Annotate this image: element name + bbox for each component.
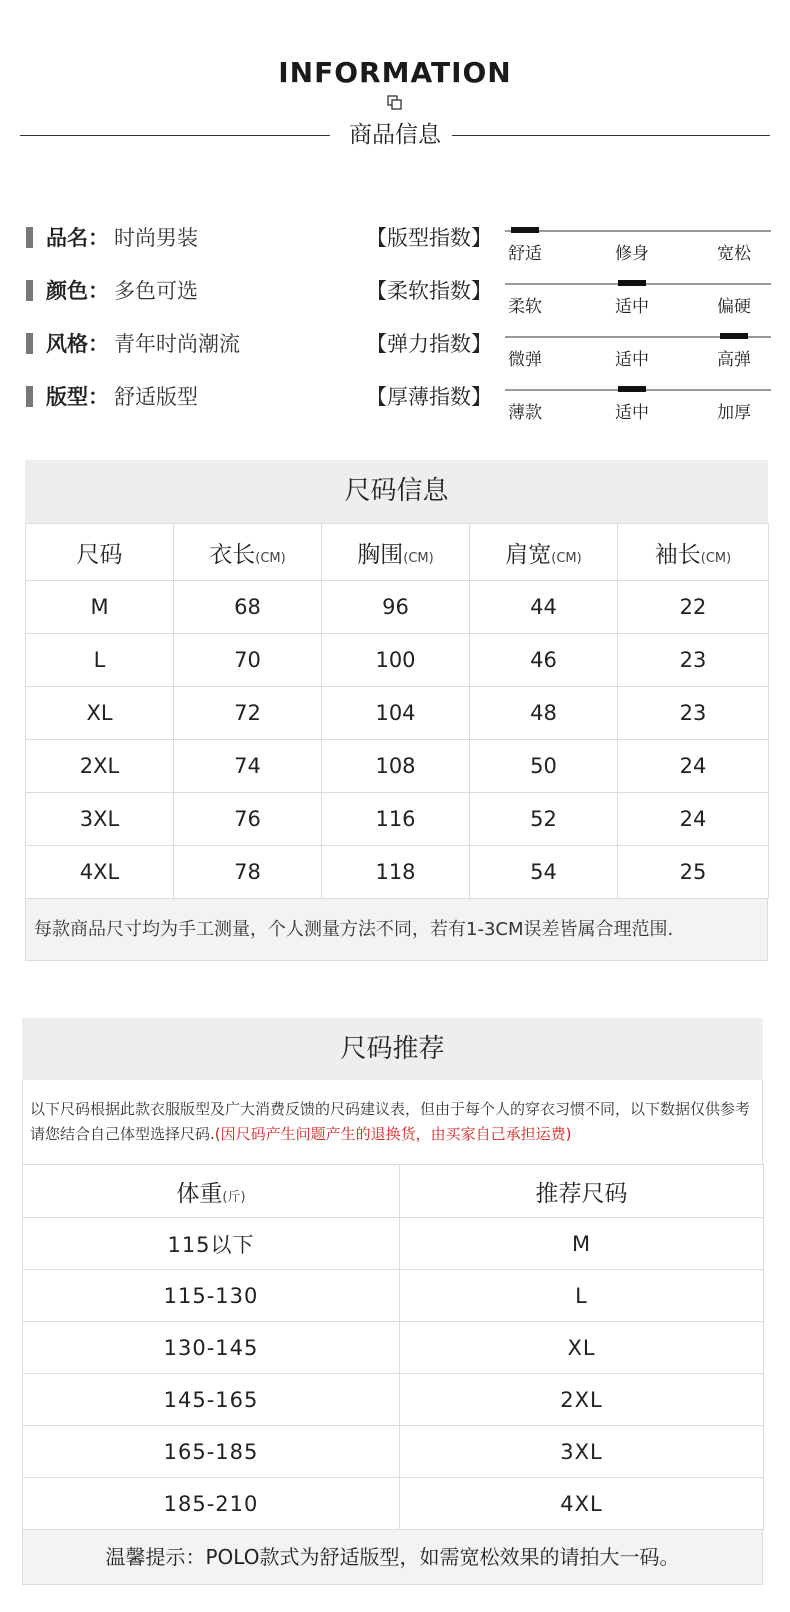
- table-row: [23, 1270, 764, 1322]
- info-bullet: [26, 333, 33, 354]
- recommend-desc-warning: (因尺码产生问题产生的退换货，由买家自己承担运费): [214, 1125, 572, 1143]
- scale-label-high: 加厚: [717, 403, 751, 423]
- col-header-weight: 体重(斤): [23, 1165, 400, 1218]
- info-bullet: [26, 386, 33, 407]
- size-recommend-title: 尺码推荐: [22, 1018, 763, 1080]
- cell-shoulder: 54: [470, 846, 618, 899]
- recommend-desc-text: 以下尺码根据此款衣服版型及广大消费反馈的尺码建议表，但由于每个人的穿衣习惯不同，以下数据仅供参考请您结合自己体型选择尺码.: [30, 1100, 751, 1143]
- cell-chest: 100: [322, 634, 470, 687]
- cell-length: 76: [174, 793, 322, 846]
- cell-size: XL: [26, 687, 174, 740]
- scale-label-high: 宽松: [717, 244, 751, 264]
- scale-label-mid: 适中: [615, 297, 649, 317]
- table-row: [23, 1374, 764, 1426]
- cell-length: 78: [174, 846, 322, 899]
- table-row: [23, 1478, 764, 1530]
- header-divider-right: [452, 135, 770, 136]
- recommend-table-header: [23, 1165, 764, 1218]
- scale-label-low: 舒适: [508, 244, 542, 264]
- recommend-description: [22, 1080, 763, 1164]
- col-header-shoulder: 肩宽(CM): [470, 524, 618, 581]
- info-label: 颜色：: [46, 279, 109, 303]
- cell-chest: 96: [322, 581, 470, 634]
- cell-sleeve: 22: [618, 581, 769, 634]
- scale-label-high: 偏硬: [717, 297, 751, 317]
- scale-label-mid: 修身: [615, 244, 649, 264]
- cell-chest: 108: [322, 740, 470, 793]
- col-header-sleeve: 袖长(CM): [618, 524, 769, 581]
- scale-label-high: 高弹: [717, 350, 751, 370]
- size-table-header: [26, 524, 769, 581]
- cell-weight: 115以下: [23, 1218, 400, 1270]
- cell-sleeve: 24: [618, 793, 769, 846]
- scale-label-mid: 适中: [615, 350, 649, 370]
- cell-weight: 185-210: [23, 1478, 400, 1530]
- index-name-elasticity: 【弹力指数】: [366, 332, 492, 356]
- scale-marker: [618, 280, 646, 286]
- size-info-title: 尺码信息: [25, 460, 768, 523]
- cell-shoulder: 50: [470, 740, 618, 793]
- cell-sleeve: 24: [618, 740, 769, 793]
- table-row: [26, 793, 769, 846]
- cell-weight: 130-145: [23, 1322, 400, 1374]
- table-row: [26, 581, 769, 634]
- cell-recommended-size: 2XL: [400, 1374, 764, 1426]
- table-row: [26, 687, 769, 740]
- info-subheading: 商品信息: [349, 122, 441, 148]
- cell-chest: 116: [322, 793, 470, 846]
- cell-chest: 104: [322, 687, 470, 740]
- cell-sleeve: 23: [618, 634, 769, 687]
- scale-label-low: 柔软: [508, 297, 542, 317]
- cell-shoulder: 46: [470, 634, 618, 687]
- table-row: [26, 634, 769, 687]
- col-header-size: 尺码: [26, 524, 174, 581]
- index-name-fit: 【版型指数】: [366, 226, 492, 250]
- cell-shoulder: 48: [470, 687, 618, 740]
- info-value: 舒适版型: [114, 385, 198, 409]
- size-table: [25, 523, 769, 899]
- scale-thickness: [505, 382, 771, 422]
- cell-recommended-size: 3XL: [400, 1426, 764, 1478]
- scale-marker: [618, 386, 646, 392]
- cell-weight: 165-185: [23, 1426, 400, 1478]
- info-label: 风格：: [46, 332, 109, 356]
- scale-marker: [720, 333, 748, 339]
- table-row: [26, 846, 769, 899]
- measure-note: 每款商品尺寸均为手工测量，个人测量方法不同，若有1-3CM误差皆属合理范围.: [25, 898, 768, 961]
- cell-size: 2XL: [26, 740, 174, 793]
- cell-weight: 145-165: [23, 1374, 400, 1426]
- table-row: [23, 1322, 764, 1374]
- col-header-recommended-size: 推荐尺码: [400, 1165, 764, 1218]
- table-row: [26, 740, 769, 793]
- cell-recommended-size: XL: [400, 1322, 764, 1374]
- cell-length: 68: [174, 581, 322, 634]
- cell-size: M: [26, 581, 174, 634]
- scale-label-low: 薄款: [508, 403, 542, 423]
- cell-size: 4XL: [26, 846, 174, 899]
- info-heading: INFORMATION: [278, 56, 512, 89]
- cell-size: L: [26, 634, 174, 687]
- scale-marker: [511, 227, 539, 233]
- cell-sleeve: 25: [618, 846, 769, 899]
- info-value: 时尚男装: [114, 226, 198, 250]
- recommend-table: [22, 1164, 764, 1530]
- index-name-thickness: 【厚薄指数】: [366, 385, 492, 409]
- scale-softness: [505, 276, 771, 316]
- info-label: 版型：: [46, 385, 109, 409]
- cell-recommended-size: M: [400, 1218, 764, 1270]
- col-header-chest: 胸围(CM): [322, 524, 470, 581]
- layers-icon: [387, 95, 402, 110]
- table-row: [23, 1218, 764, 1270]
- scale-fit: [505, 223, 771, 263]
- info-value: 多色可选: [114, 279, 198, 303]
- cell-length: 70: [174, 634, 322, 687]
- cell-recommended-size: 4XL: [400, 1478, 764, 1530]
- cell-chest: 118: [322, 846, 470, 899]
- cell-weight: 115-130: [23, 1270, 400, 1322]
- header-divider-left: [20, 135, 330, 136]
- cell-recommended-size: L: [400, 1270, 764, 1322]
- scale-elasticity: [505, 329, 771, 369]
- cell-length: 74: [174, 740, 322, 793]
- cell-shoulder: 52: [470, 793, 618, 846]
- cell-size: 3XL: [26, 793, 174, 846]
- fit-tip: 温馨提示：POLO款式为舒适版型，如需宽松效果的请拍大一码。: [22, 1529, 763, 1585]
- scale-label-low: 微弹: [508, 350, 542, 370]
- col-header-length: 衣长(CM): [174, 524, 322, 581]
- info-value: 青年时尚潮流: [114, 332, 240, 356]
- cell-shoulder: 44: [470, 581, 618, 634]
- info-bullet: [26, 227, 33, 248]
- info-label: 品名：: [46, 226, 109, 250]
- info-bullet: [26, 280, 33, 301]
- scale-label-mid: 适中: [615, 403, 649, 423]
- table-row: [23, 1426, 764, 1478]
- scale-track: [505, 230, 771, 232]
- index-name-softness: 【柔软指数】: [366, 279, 492, 303]
- cell-sleeve: 23: [618, 687, 769, 740]
- cell-length: 72: [174, 687, 322, 740]
